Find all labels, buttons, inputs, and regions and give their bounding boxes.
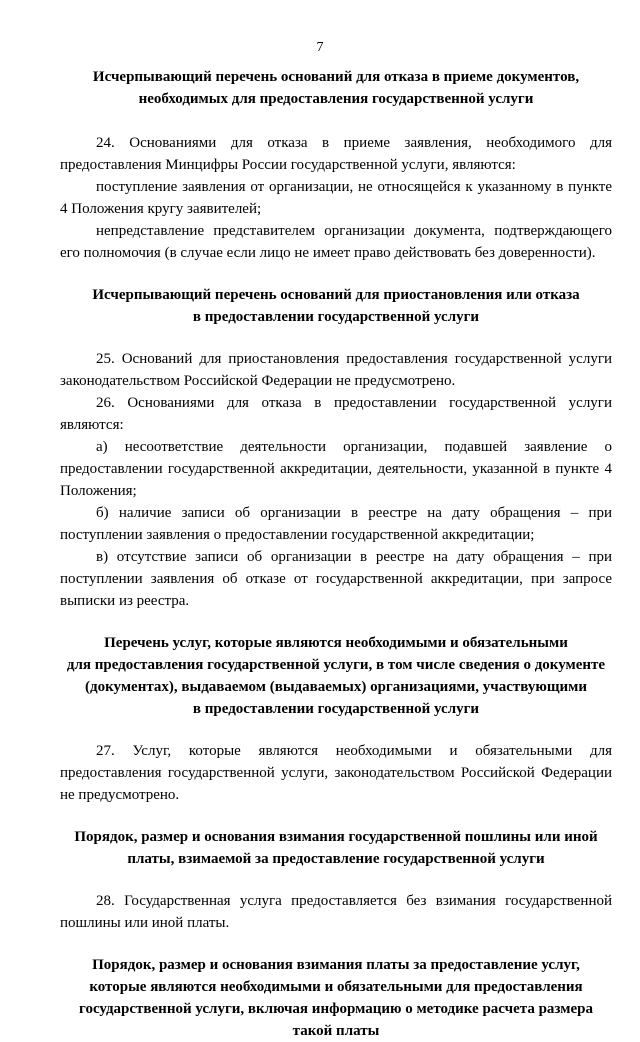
paragraph-27: 27. Услуг, которые являются необходимыми и обязательными для предоставления государственной услуги, законодательством Российской Федерации не предусмотрено. bbox=[60, 743, 612, 803]
list-item: а) несоответствие деятельности организации, подавшей заявление о предоставлении государственной аккредитации, деятельности, указанной в пункте 4 Положения; bbox=[60, 439, 612, 499]
page-number: 7 bbox=[316, 40, 324, 55]
section-heading-suspension-refusal: Исчерпывающий перечень оснований для приостановления или отказа в предоставлении государственной услуги bbox=[92, 287, 580, 325]
section-heading-necessary-services: Перечень услуг, которые являются необходимыми и обязательными для предоставления государственной услуги, в том числе сведения о документе (документах), выдаваемом (выдаваемых) организациями, участвующими в предоставлении государственной услуги bbox=[66, 635, 606, 717]
paragraph-28: 28. Государственная услуга предоставляется без взимания государственной пошлины или иной платы. bbox=[60, 893, 612, 931]
section-heading-state-fee: Порядок, размер и основания взимания государственной пошлины или иной платы, взимаемой за предоставление государственной услуги bbox=[74, 829, 598, 867]
list-item: непредставление представителем организации документа, подтверждающего его полномочия (в случае если лицо не имеет право действовать без доверенности). bbox=[60, 223, 612, 261]
paragraph-24: 24. Основаниями для отказа в приеме заявления, необходимого для предоставления Минцифры России государственной услуги, являются: bbox=[60, 135, 612, 173]
section-heading-refusal-acceptance: Исчерпывающий перечень оснований для отказа в приеме документов, необходимых для предоставления государственной услуги bbox=[92, 69, 580, 107]
list-item: поступление заявления от организации, не относящейся к указанному в пункте 4 Положения кругу заявителей; bbox=[60, 179, 612, 217]
document-body bbox=[60, 66, 612, 1042]
paragraph-26: 26. Основаниями для отказа в предоставлении государственной услуги являются: bbox=[60, 395, 612, 433]
section-heading-fee-for-services: Порядок, размер и основания взимания платы за предоставление услуг, которые являются необходимыми и обязательными для предоставления государственной услуги, включая информацию о методике расчета размера такой платы bbox=[79, 957, 593, 1039]
paragraph-25: 25. Оснований для приостановления предоставления государственной услуги законодательством Российской Федерации не предусмотрено. bbox=[60, 351, 612, 389]
list-item: в) отсутствие записи об организации в реестре на дату обращения – при поступлении заявления об отказе от государственной аккредитации, при запросе выписки из реестра. bbox=[60, 549, 612, 609]
list-item: б) наличие записи об организации в реестре на дату обращения – при поступлении заявления о предоставлении государственной аккредитации; bbox=[60, 505, 612, 543]
